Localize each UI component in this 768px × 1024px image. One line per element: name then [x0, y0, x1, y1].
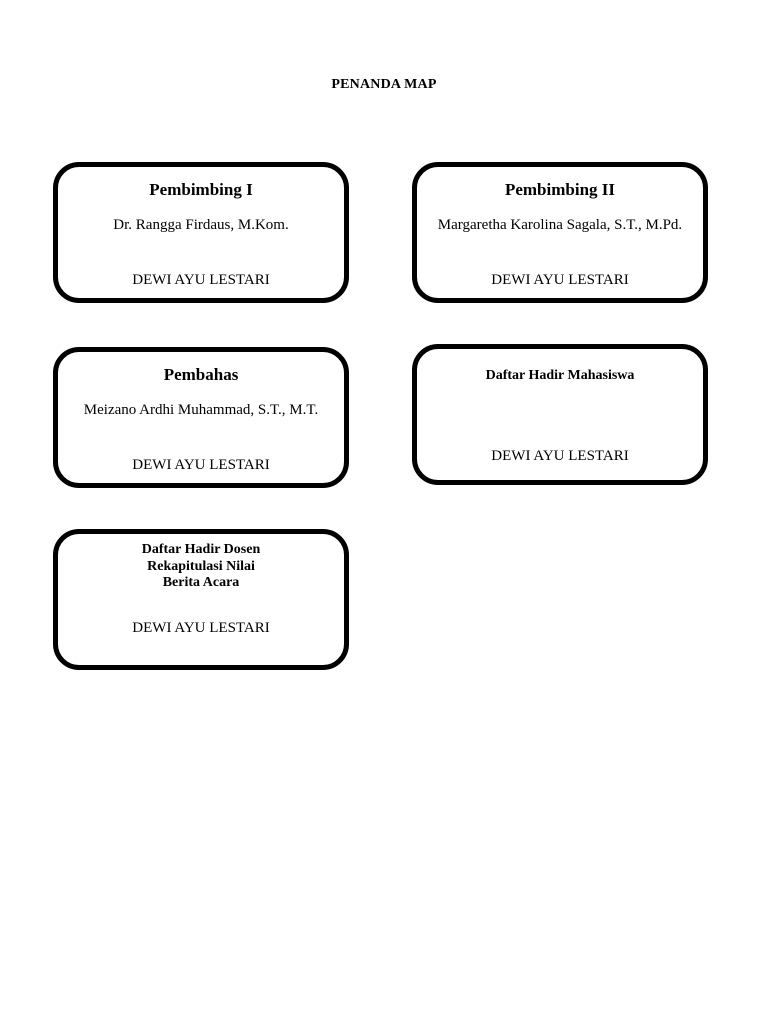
- card-pembahas: [53, 347, 349, 488]
- card-daftar-hadir-dosen: [53, 529, 349, 670]
- card-student-name: DEWI AYU LESTARI: [132, 272, 270, 288]
- card-student-name: DEWI AYU LESTARI: [132, 457, 270, 473]
- card-heading-line: Berita Acara: [162, 575, 240, 590]
- card-heading-line: Daftar Hadir Dosen: [141, 542, 261, 557]
- card-heading: Pembimbing II: [504, 180, 616, 199]
- card-pembimbing-2: [412, 162, 708, 303]
- card-student-name: DEWI AYU LESTARI: [491, 272, 629, 288]
- card-pembimbing-1: [53, 162, 349, 303]
- card-heading: Pembimbing I: [149, 180, 253, 199]
- card-student-name: DEWI AYU LESTARI: [132, 620, 270, 636]
- card-heading-line: Rekapitulasi Nilai: [147, 558, 255, 574]
- card-student-name: DEWI AYU LESTARI: [491, 448, 629, 464]
- card-daftar-hadir-mahasiswa: [412, 344, 708, 485]
- card-person-name: Meizano Ardhi Muhammad, S.T., M.T.: [83, 402, 319, 418]
- card-heading: Pembahas: [163, 365, 239, 384]
- card-person-name: Margaretha Karolina Sagala, S.T., M.Pd.: [437, 217, 683, 233]
- page-title: PENANDA MAP: [331, 77, 437, 92]
- card-person-name: Dr. Rangga Firdaus, M.Kom.: [113, 217, 289, 233]
- card-heading: Daftar Hadir Mahasiswa: [485, 368, 635, 383]
